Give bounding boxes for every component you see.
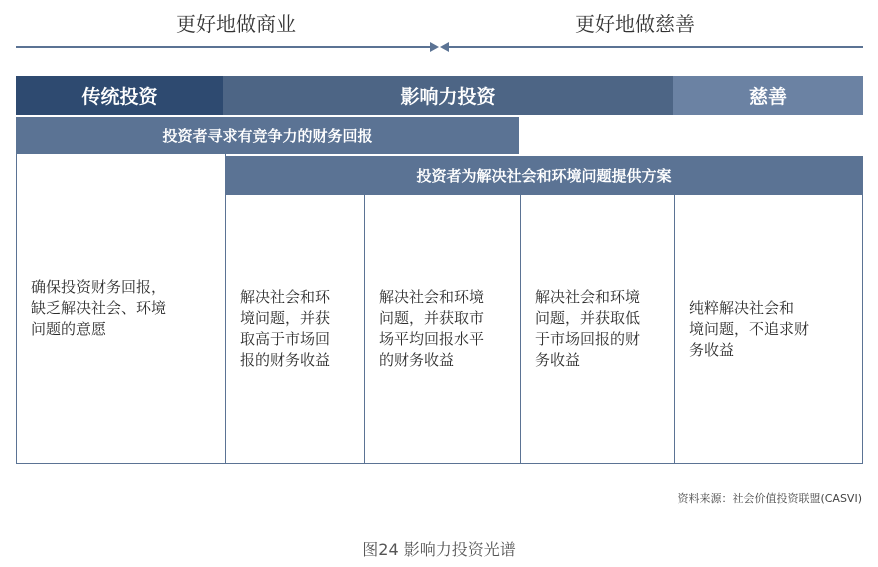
header-philanthropy: 慈善 (673, 76, 863, 115)
band-social-environmental-solutions: 投资者为解决社会和环境问题提供方案 (225, 156, 863, 194)
cell-traditional-text: 确保投资财务回报， 缺乏解决社会、环境 问题的意愿 (31, 278, 167, 338)
header-traditional-investment: 传统投资 (16, 76, 223, 115)
cell-traditional-description (16, 154, 226, 464)
left-pointing-arrowhead-icon (440, 42, 449, 52)
left-arrow-line (16, 46, 430, 48)
better-business-label: 更好地做商业 (176, 12, 296, 36)
better-philanthropy-label: 更好地做慈善 (575, 12, 695, 36)
source-note: 资料来源：社会价值投资联盟(CASVI) (677, 492, 862, 505)
cell-market-average-text: 解决社会和环境 问题，并获取市 场平均回报水平 的财务收益 (379, 288, 485, 369)
header-impact-investment: 影响力投资 (223, 76, 673, 115)
right-pointing-arrowhead-icon (430, 42, 439, 52)
cell-below-market-return (520, 194, 675, 464)
band-competitive-return: 投资者寻求有竞争力的财务回报 (16, 117, 519, 154)
cell-above-market-return (225, 194, 365, 464)
cell-pure-philanthropy (674, 194, 863, 464)
right-arrow-line (449, 46, 863, 48)
cell-market-average-return (364, 194, 521, 464)
figure-caption: 图24 影响力投资光谱 (362, 540, 516, 559)
cell-below-market-text: 解决社会和环境 问题，并获取低 于市场回报的财 务收益 (535, 288, 641, 369)
cell-above-market-text: 解决社会和环 境问题，并获 取高于市场回 报的财务收益 (240, 288, 331, 369)
cell-pure-philanthropy-text: 纯粹解决社会和 境问题，不追求财 务收益 (689, 298, 810, 359)
